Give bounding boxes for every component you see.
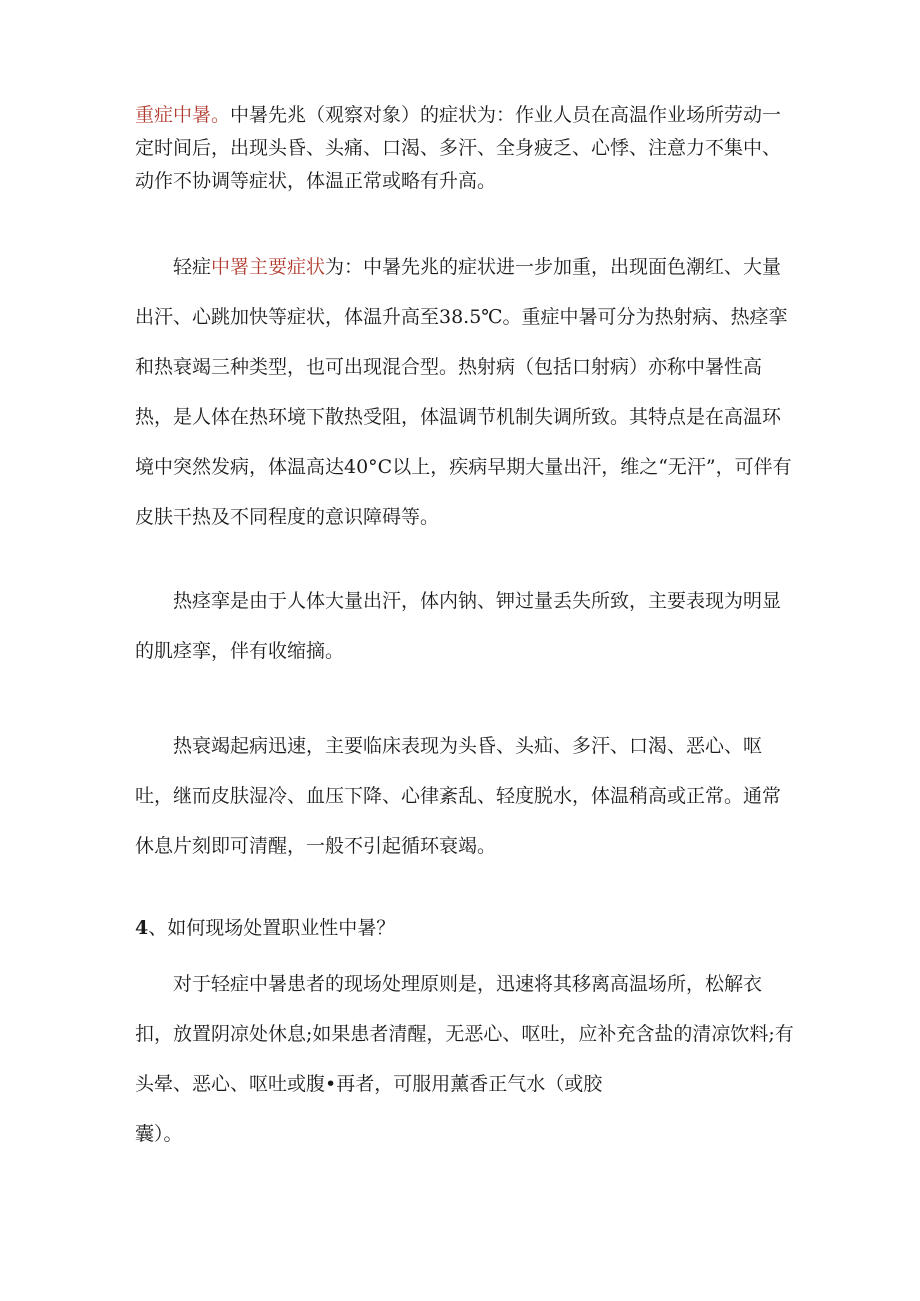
paragraph-mild-heatstroke [135, 242, 795, 542]
heading-title: 、如何现场处置职业性中暑？ [148, 917, 396, 939]
heading-text [135, 910, 795, 946]
paragraph-body: 热衰竭起病迅速，主要临床表现为头昏、头疝、多汗、口渴、恶心、呕吐，继而皮肤湿冷、血压下降、心律紊乱、轻度脱水，体温稍高或正常。通常休息片刻即可清醒，一般不引起循环衰竭。 [135, 735, 782, 857]
paragraph-lead: 轻症 [173, 256, 212, 278]
highlighted-term: 中署主要症状 [211, 256, 326, 278]
paragraph-heat-exhaustion [135, 721, 795, 871]
paragraph-tail: 囊）。 [135, 1123, 183, 1145]
paragraph-body: 对于轻症中暑患者的现场处理原则是，迅速将其移离高温场所，松解衣扣，放置阴凉处休息;如果患者清醒，无恶心、呕吐，应补充含盐的清凉饮料;有头晕、恶心、呕吐或腹•再者，可服用薰香正气水（或胶 [135, 973, 794, 1095]
paragraph-heat-cramps [135, 576, 795, 676]
paragraph-body: 热痉挛是由于人体大量出汗，体内钠、钾过量丢失所致，主要表现为明显的肌痉挛，伴有收缩摘。 [135, 590, 782, 662]
paragraph-onsite-treatment [135, 959, 795, 1159]
paragraph-severe-heatstroke [135, 99, 795, 198]
paragraph-body: 中暑先兆（观察对象）的症状为：作业人员在高温作业场所劳动一定时间后，出现头昏、头痛、口渴、多汗、全身疲乏、心悸、注意力不集中、动作不协调等症状，体温正常或略有升高。 [135, 104, 782, 192]
paragraph-text [135, 99, 795, 198]
heading-number: 4 [135, 917, 149, 939]
section-heading [135, 910, 795, 946]
paragraph-text [135, 242, 795, 542]
paragraph-body: 为：中暑先兆的症状进一步加重，出现面色潮红、大量出汗、心跳加快等症状，体温升高至38.5℃。重症中暑可分为热射病、热痉挛和热衰竭三种类型，也可出现混合型。热射病（包括口射病）亦称中暑性高热，是人体在热环境下散热受阻，体温调节机制失调所致。其特点是在高温环境中突然发病，体温高达40°C以上，疾病早期大量出汗，维之“无汗”，可伴有皮肤干热及不同程度的意识障碍等。 [135, 256, 792, 528]
highlighted-term: 重症中暑。 [135, 104, 231, 126]
